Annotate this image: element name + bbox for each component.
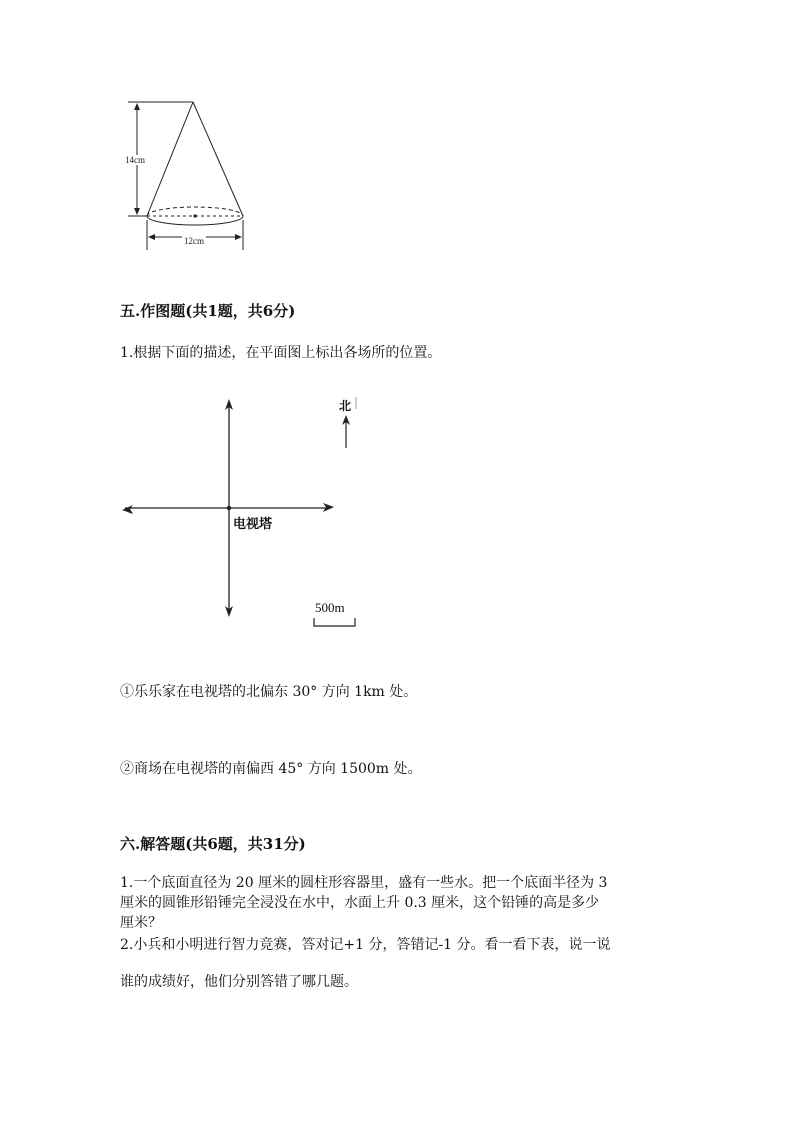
height-arrow-up-icon (134, 103, 140, 110)
cone-base-center (193, 214, 196, 217)
section6-title: 六.解答题(共6题，共31分) (120, 835, 306, 853)
section6-q1-line3: 厘米？ (120, 915, 162, 931)
cone-figure (120, 95, 260, 255)
tv-tower-label: 电视塔 (233, 517, 273, 532)
axis-arrow-left-icon (122, 505, 133, 514)
diameter-arrow-right-icon (235, 234, 242, 240)
section6-q1-line1: 1.一个底面直径为 20 厘米的圆柱形容器里，盛有一些水。把一个底面半径为 3 (120, 875, 608, 891)
map-figure (115, 390, 365, 630)
section6-q2-line2: 谁的成绩好，他们分别答错了哪几题。 (120, 974, 358, 990)
section5-item2: ②商场在电视塔的南偏西 45° 方向 1500m 处。 (120, 761, 422, 777)
tv-tower-point (227, 506, 231, 510)
section6-q2-line1: 2.小兵和小明进行智力竞赛，答对记+1 分，答错记-1 分。看一看下表，说一说 (120, 937, 611, 953)
section5-question1: 1.根据下面的描述，在平面图上标出各场所的位置。 (120, 345, 442, 361)
cone-diameter-label: 12cm (184, 236, 204, 246)
cone-right-side (193, 102, 243, 216)
height-arrow-down-icon (134, 208, 140, 215)
section5-item1: ①乐乐家在电视塔的北偏东 30° 方向 1km 处。 (120, 684, 418, 700)
scale-bar (314, 618, 355, 626)
cone-height-label: 14cm (125, 155, 145, 165)
diameter-arrow-left-icon (148, 234, 155, 240)
scale-label: 500m (315, 600, 345, 615)
section5-title: 五.作图题(共1题，共6分) (120, 302, 296, 320)
cone-left-side (147, 102, 193, 216)
section6-q1-line2: 厘米的圆锥形铅锤完全浸没在水中，水面上升 0.3 厘米，这个铅锤的高是多少 (120, 895, 600, 911)
north-label: 北 (339, 399, 352, 413)
